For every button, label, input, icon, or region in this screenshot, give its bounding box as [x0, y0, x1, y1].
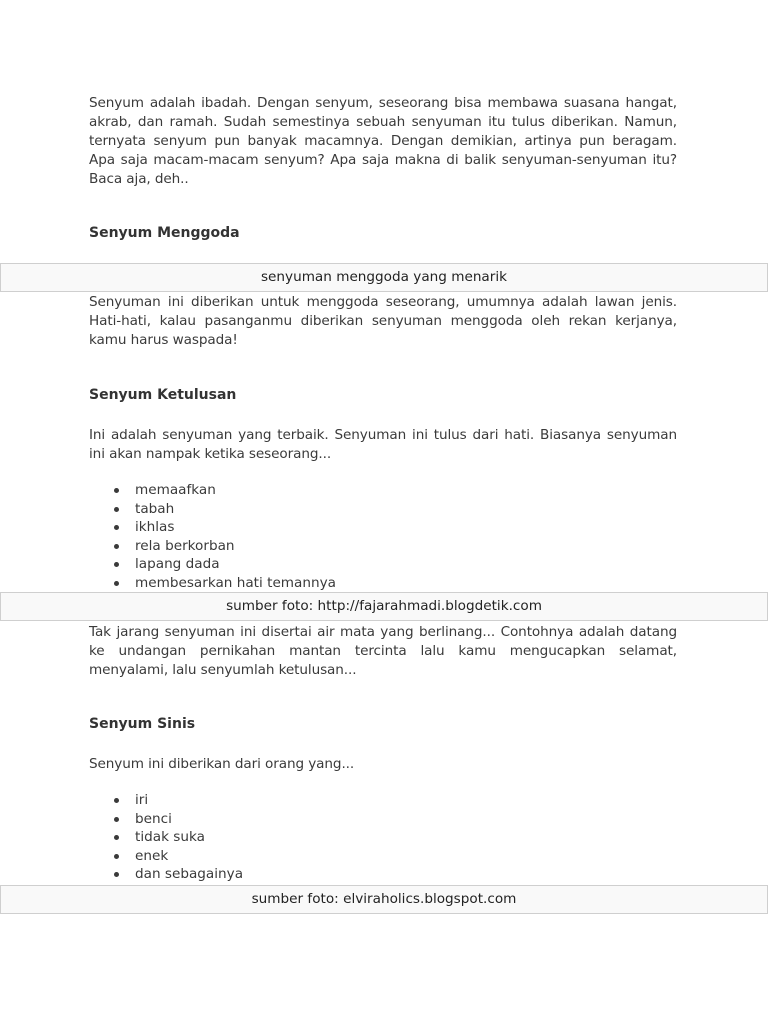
list-ketulusan: [89, 481, 336, 592]
heading-senyum-ketulusan: Senyum Ketulusan: [89, 387, 237, 403]
list-item: [89, 865, 243, 884]
image-caption-ketulusan: sumber foto: http://fajarahmadi.blogdetik.com: [0, 592, 768, 621]
list-item-label: benci: [135, 810, 172, 827]
bullet-icon: [114, 488, 119, 493]
image-caption-sinis: sumber foto: elviraholics.blogspot.com: [0, 885, 768, 914]
bullet-icon: [114, 835, 119, 840]
bullet-icon: [114, 507, 119, 512]
list-item: [89, 537, 336, 556]
list-item: [89, 574, 336, 593]
paragraph-ketulusan-2: Tak jarang senyuman ini disertai air mata yang berlinang... Contohnya adalah datang ke undangan pernikahan mantan tercinta lalu kamu mengucapkan selamat, menyalami, lalu senyumlah ketulusan...: [89, 624, 677, 678]
bullet-icon: [114, 525, 119, 530]
paragraph-menggoda: Senyuman ini diberikan untuk menggoda seseorang, umumnya adalah lawan jenis. Hati-hati, kalau pasanganmu diberikan senyuman menggoda oleh rekan kerjanya, kamu harus waspada!: [89, 294, 677, 348]
list-item-label: iri: [135, 792, 149, 808]
list-item-label: tabah: [135, 500, 175, 517]
heading-senyum-sinis: Senyum Sinis: [89, 716, 196, 732]
list-item-label: enek: [135, 847, 169, 864]
bullet-icon: [114, 581, 119, 586]
list-item: [89, 500, 336, 519]
list-item: [89, 481, 336, 500]
paragraph-sinis: Senyum ini diberikan dari orang yang...: [89, 756, 355, 772]
list-item-label: memaafkan: [135, 482, 216, 498]
bullet-icon: [114, 817, 119, 822]
image-caption-menggoda: senyuman menggoda yang menarik: [0, 263, 768, 292]
list-item-label: tidak suka: [135, 829, 205, 845]
bullet-icon: [114, 562, 119, 567]
heading-senyum-menggoda: Senyum Menggoda: [89, 225, 240, 241]
list-item: [89, 810, 243, 829]
list-item-label: membesarkan hati temannya: [135, 574, 336, 591]
intro-paragraph: Senyum adalah ibadah. Dengan senyum, seseorang bisa membawa suasana hangat, akrab, dan ramah. Sudah semestinya sebuah senyuman itu tulus diberikan. Namun, ternyata senyum pun banyak macamnya. Dengan demikian, artinya pun beragam. Apa saja macam-macam senyum? Apa saja makna di balik senyuman-senyuman itu? Baca aja, deh..: [89, 95, 677, 187]
list-sinis: [89, 791, 243, 884]
bullet-icon: [114, 854, 119, 859]
list-item: [89, 518, 336, 537]
list-item: [89, 847, 243, 866]
paragraph-ketulusan: Ini adalah senyuman yang terbaik. Senyuman ini tulus dari hati. Biasanya senyuman ini akan nampak ketika seseorang...: [89, 427, 677, 462]
list-item: [89, 555, 336, 574]
list-item-label: lapang dada: [135, 556, 220, 572]
bullet-icon: [114, 798, 119, 803]
list-item-label: dan sebagainya: [135, 866, 244, 882]
list-item: [89, 828, 243, 847]
list-item-label: rela berkorban: [135, 537, 235, 554]
list-item: [89, 791, 243, 810]
bullet-icon: [114, 872, 119, 877]
list-item-label: ikhlas: [135, 519, 175, 535]
bullet-icon: [114, 544, 119, 549]
